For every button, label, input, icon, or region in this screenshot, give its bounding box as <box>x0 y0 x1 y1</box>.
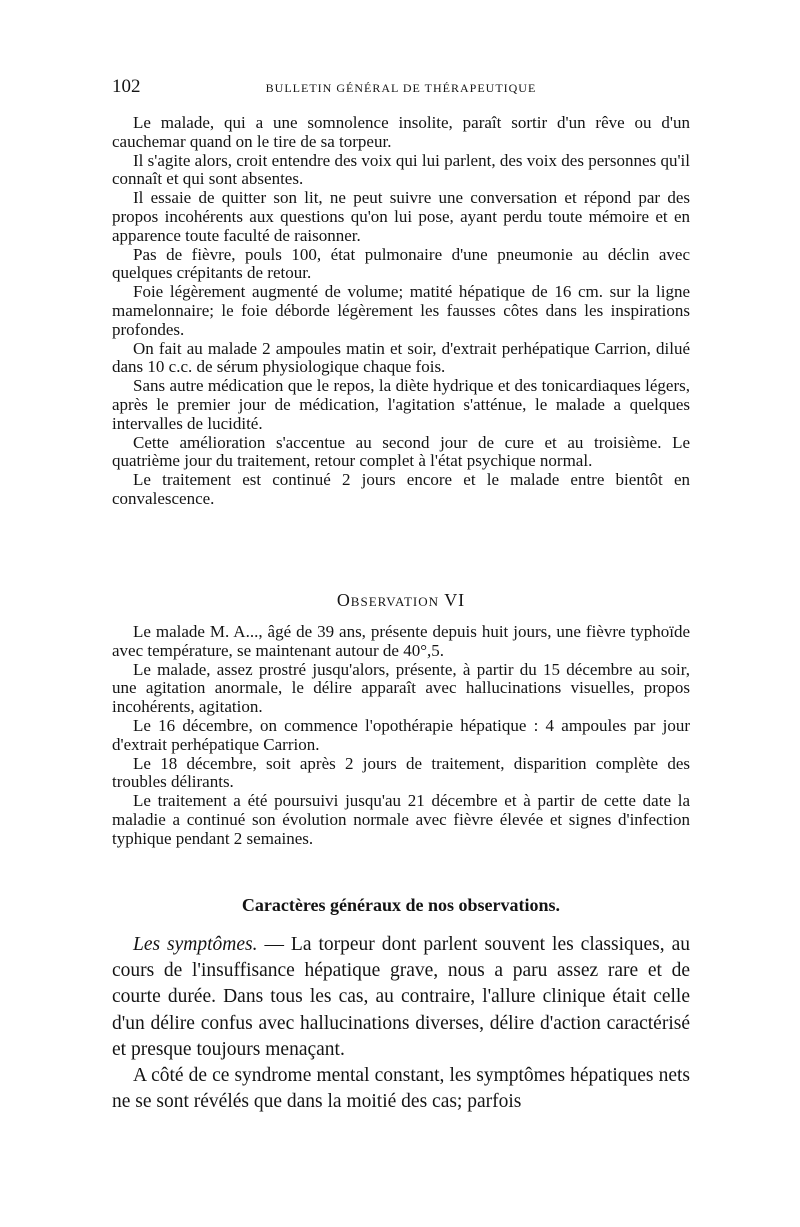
paragraph: Foie légèrement augmenté de volume; matité hépatique de 16 cm. sur la ligne mamelonnaire; le foie déborde légèrement les fausses côtes dans les inspirations profondes. <box>112 282 690 339</box>
paragraph <box>112 932 690 1063</box>
journal-title: BULLETIN GÉNÉRAL DE THÉRAPEUTIQUE <box>265 81 537 95</box>
paragraph: Il essaie de quitter son lit, ne peut suivre une conversation et répond par des propos incohérents aux questions qu'on lui pose, ayant perdu toute mémoire et en apparence toute faculté de raisonner. <box>112 188 690 245</box>
page-number: 102 <box>112 76 141 97</box>
paragraph: Pas de fièvre, pouls 100, état pulmonaire d'une pneumonie au déclin avec quelques crépitants de retour. <box>112 244 690 283</box>
paragraph: A côté de ce syndrome mental constant, les symptômes hépatiques nets ne se sont révélés que dans la moitié des cas; parfois <box>112 1065 690 1113</box>
case-text-block <box>112 114 690 509</box>
paragraph: Le malade, assez prostré jusqu'alors, présente, à partir du 15 décembre au soir, une agitation anormale, le délire apparaît avec hallucinations visuelles, propos incohérents, agitation. <box>112 659 690 717</box>
paragraph: On fait au malade 2 ampoules matin et soir, d'extrait perhépatique Carrion, dilué dans 10 c.c. de sérum physiologique chaque fois. <box>112 338 690 377</box>
paragraph: Il s'agite alors, croit entendre des voix qui lui parlent, des voix des personnes qu'il connaît et qui sont absentes. <box>112 150 690 189</box>
paragraph: Le 18 décembre, soit après 2 jours de traitement, disparition complète des troubles délirants. <box>112 753 690 792</box>
observation-heading <box>112 590 690 611</box>
paragraph: Le traitement est continué 2 jours encore et le malade entre bientôt en convalescence. <box>112 470 690 508</box>
observation-heading-word: Observation <box>336 590 439 610</box>
paragraph-body: — La torpeur dont parlent souvent les classiques, au cours de l'insuffisance hépatique grave, nous a paru assez rare et de courte durée. Dans tous les cas, au contraire, l'allure clinique était celle d'un délire confus avec hallucinations diverses, délire d'action caractérisé et presque toujours menaçant. <box>112 934 690 1060</box>
paragraph: Le malade, qui a une somnolence insolite, paraît sortir d'un rêve ou d'un cauchemar quand on le tire de sa torpeur. <box>112 113 690 151</box>
paragraph: Le malade M. A..., âgé de 39 ans, présente depuis huit jours, une fièvre typhoïde avec température, se maintenant autour de 40°,5. <box>112 622 690 660</box>
paragraph: Le traitement a été poursuivi jusqu'au 21 décembre et à partir de cette date la maladie a continué son évolution normale avec fièvre élevée et signes d'infection typhique pendant 2 semaines. <box>112 791 690 848</box>
section-text-block <box>112 932 690 1115</box>
paragraph-lead-in: Les symptômes. <box>133 934 258 955</box>
observation-heading-numeral: VI <box>444 590 466 610</box>
paragraph: Le 16 décembre, on commence l'opothérapie hépatique : 4 ampoules par jour d'extrait perhépatique Carrion. <box>112 715 690 754</box>
section-heading: Caractères généraux de nos observations. <box>241 895 561 915</box>
observation-text-block <box>112 623 690 849</box>
paragraph: Sans autre médication que le repos, la diète hydrique et des tonicardiaques légers, après le premier jour de médication, l'agitation s'atténue, le malade a quelques intervalles de lucidité. <box>112 376 690 433</box>
running-head <box>112 76 690 100</box>
paragraph: Cette amélioration s'accentue au second jour de cure et au troisième. Le quatrième jour du traitement, retour complet à l'état psychique normal. <box>112 432 690 471</box>
